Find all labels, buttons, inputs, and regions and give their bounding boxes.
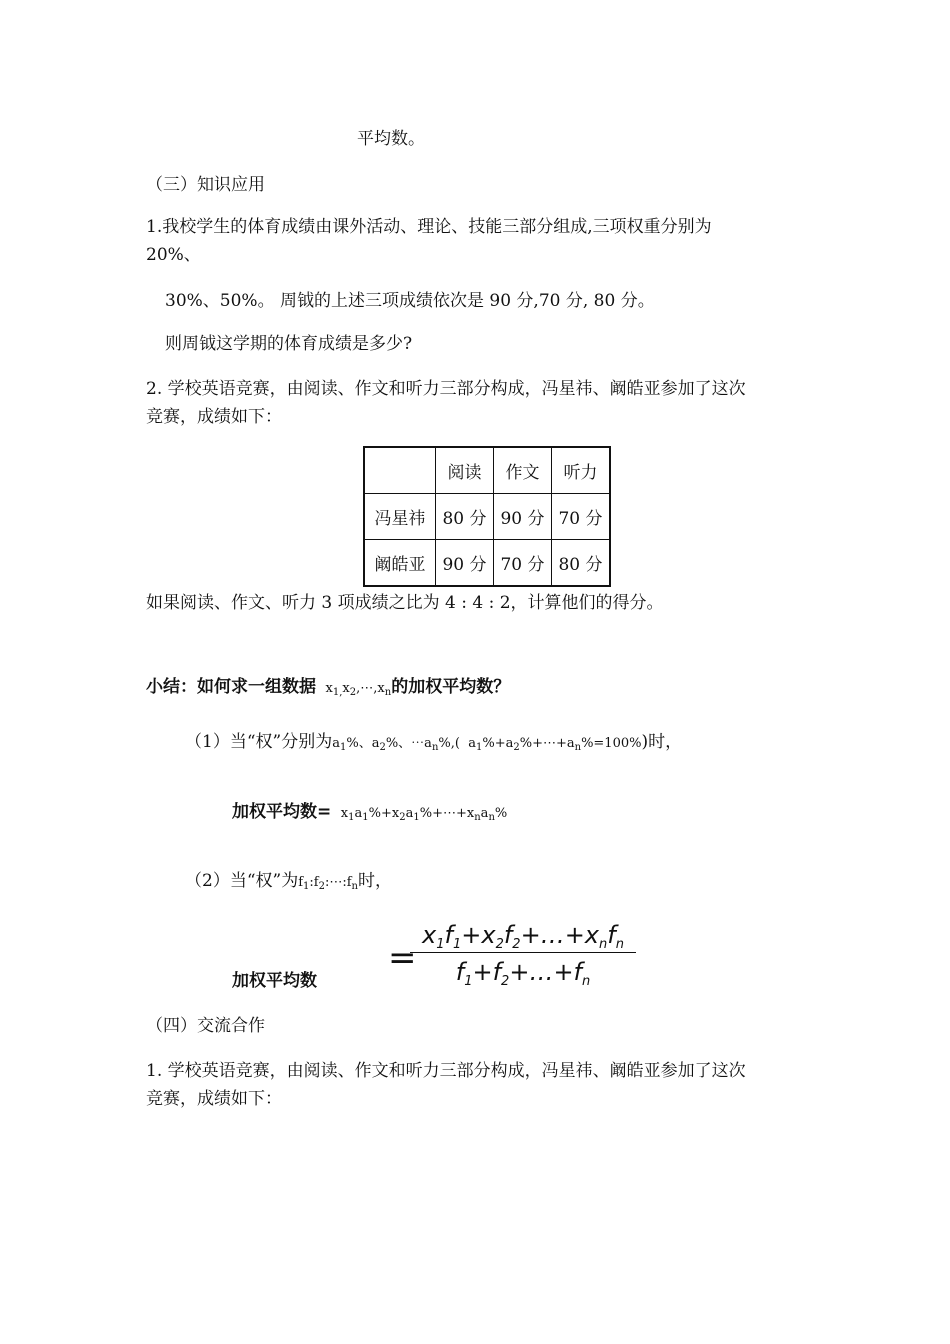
text-line: 1.我校学生的体育成绩由课外活动、理论、技能三部分组成,三项权重分别为 bbox=[146, 217, 712, 237]
formula-weights: $a_1\%$、$a_2\%$、$\cdots a_n\%$,( $a_1\%+a_2\%+\cdots+a_n\%=100\%$ bbox=[332, 736, 642, 753]
table-cell: 阚皓亚 bbox=[364, 540, 436, 587]
text-line: 竞赛，成绩如下： bbox=[146, 407, 282, 427]
table-cell: 80 分 bbox=[552, 540, 611, 587]
table-cell: 80 分 bbox=[436, 494, 494, 540]
table-header-row bbox=[364, 447, 610, 494]
summary-heading bbox=[146, 676, 510, 700]
weighted-average-fraction bbox=[410, 920, 636, 987]
fraction-denominator: $f_1+f_2+\dots+f_n$ bbox=[455, 958, 591, 989]
text-line: 则周钺这学期的体育成绩是多少? bbox=[165, 334, 413, 354]
summary-label: 小结：如何求一组数据 bbox=[146, 677, 316, 697]
table-cell: 70 分 bbox=[494, 540, 552, 587]
formula-variables: $x_{1,}x_2,\cdots,x_n$ bbox=[321, 681, 392, 698]
table-row bbox=[364, 540, 610, 587]
weighted-average-formula-1 bbox=[232, 801, 507, 825]
text-line: 1. 学校英语竞赛，由阅读、作文和听力三部分构成，冯星祎、阚皓亚参加了这次 bbox=[146, 1061, 746, 1081]
text-line: 竞赛，成绩如下： bbox=[146, 1089, 282, 1109]
text-line: 2. 学校英语竞赛，由阅读、作文和听力三部分构成，冯星祎、阚皓亚参加了这次 bbox=[146, 379, 746, 399]
table-cell: 90 分 bbox=[494, 494, 552, 540]
table-cell: 阅读 bbox=[436, 447, 494, 494]
summary-tail: 的加权平均数？ bbox=[391, 677, 511, 697]
text-line: 如果阅读、作文、听力 3 项成绩之比为 4 : 4 : 2，计算他们的得分。 bbox=[146, 593, 664, 613]
score-table bbox=[363, 446, 611, 587]
table-cell: 冯星祎 bbox=[364, 494, 436, 540]
section-heading: （三）知识应用 bbox=[146, 175, 265, 195]
formula-expression: $x_1a_1\%+x_2a_1\%+\cdots+x_na_n\%$ bbox=[336, 806, 508, 823]
fraction-numerator: $x_1f_1+x_2f_2+\dots+x_nf_n$ bbox=[422, 921, 624, 952]
table-row bbox=[364, 494, 610, 540]
equals-sign: = bbox=[388, 938, 417, 978]
fraction-bar bbox=[410, 952, 636, 953]
text-line: 平均数。 bbox=[357, 129, 425, 149]
table-cell: 作文 bbox=[494, 447, 552, 494]
table-cell: 70 分 bbox=[552, 494, 611, 540]
case-1-suffix: )时， bbox=[641, 732, 683, 752]
text-line: 30%、50%。 周钺的上述三项成绩依次是 90 分,70 分, 80 分。 bbox=[165, 291, 655, 311]
table-cell: 90 分 bbox=[436, 540, 494, 587]
formula-ratio: $f_1:f_2:\cdots:f_n$ bbox=[298, 875, 358, 892]
section-heading: （四）交流合作 bbox=[146, 1016, 265, 1036]
case-2-prefix: （2）当“权”为 bbox=[185, 871, 299, 891]
case-1 bbox=[185, 731, 682, 755]
table-cell: 听力 bbox=[552, 447, 611, 494]
table-cell bbox=[364, 447, 436, 494]
text-line: 20%、 bbox=[146, 245, 201, 265]
formula-label: 加权平均数 bbox=[232, 971, 317, 991]
case-2-suffix: 时， bbox=[358, 871, 392, 891]
case-1-prefix: （1）当“权”分别为 bbox=[185, 732, 333, 752]
formula-label: 加权平均数= bbox=[232, 802, 332, 822]
case-2 bbox=[185, 870, 392, 894]
